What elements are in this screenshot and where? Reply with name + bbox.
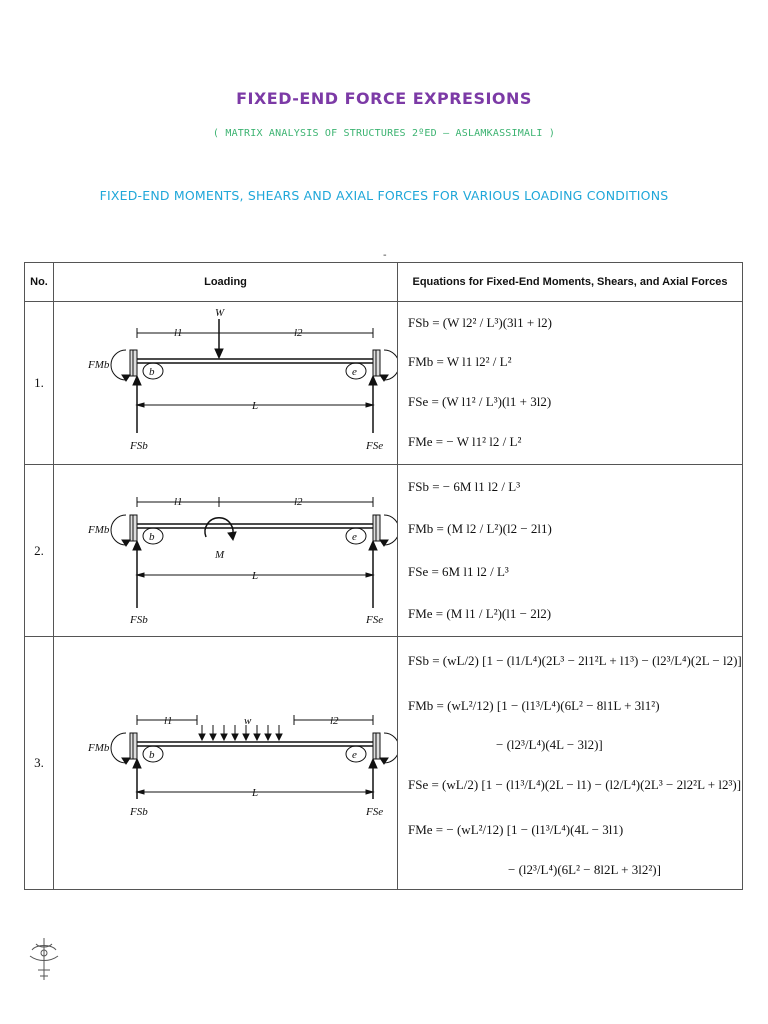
- fse-label: FSe: [366, 440, 384, 452]
- node-b-label: b: [149, 366, 155, 378]
- page-subtitle: ( MATRIX ANALYSIS OF STRUCTURES 2ºED – ASLAMKASSIMALI ): [212, 128, 556, 139]
- loading-diagram-distributed: [54, 637, 397, 889]
- equation-line: FMb = (wL²/12) [1 − (l1³/L⁴)(6L² − 8l1L + 3l1²): [408, 698, 660, 713]
- fmb-label: FMb: [88, 524, 110, 536]
- dim-l2-label: l2: [330, 715, 339, 727]
- equations-cell: [398, 302, 743, 465]
- equation-line: FMe = − W l1² l2 / L²: [408, 434, 522, 449]
- fsb-label: FSb: [130, 440, 148, 452]
- span-label: L: [252, 787, 259, 799]
- row-number: 3.: [25, 637, 54, 890]
- table-header-row: [25, 263, 743, 302]
- load-label: w: [244, 715, 252, 727]
- node-e-label: e: [352, 749, 357, 761]
- table-row: [25, 302, 743, 465]
- fmb-label: FMb: [88, 742, 110, 754]
- equation-line: FSe = 6M l1 l2 / L³: [408, 563, 509, 579]
- node-e-label: e: [352, 366, 357, 378]
- equation-line: − (l2³/L⁴)(4L − 3l2)]: [496, 737, 603, 752]
- decorative-emblem-icon: [26, 936, 62, 982]
- header-no: No.: [25, 263, 54, 302]
- fse-label: FSe: [366, 806, 384, 818]
- equation-line: FMe = − (wL²/12) [1 − (l1³/L⁴)(4L − 3l1): [408, 822, 624, 837]
- span-label: L: [252, 400, 259, 412]
- equation-line: FSe = (W l1² / L³)(l1 + 3l2): [408, 394, 552, 409]
- loading-diagram-point-load: [54, 302, 397, 464]
- table-row: [25, 637, 743, 890]
- equation-line: FSb = (wL/2) [1 − (l1/L⁴)(2L³ − 2l1²L + l1³) − (l2³/L⁴)(2L − l2)]: [408, 653, 742, 668]
- header-equations: Equations for Fixed-End Moments, Shears, and Axial Forces: [398, 263, 743, 302]
- loading-diagram-cell: [54, 465, 398, 637]
- fsb-label: FSb: [130, 614, 148, 626]
- span-label: L: [252, 570, 259, 582]
- load-label: W: [215, 307, 225, 319]
- loading-diagram-couple: [54, 465, 397, 636]
- equation-line: FSb = − 6M l1 l2 / L³: [408, 478, 521, 494]
- node-b-label: b: [149, 531, 155, 543]
- equation-line: − (l2³/L⁴)(6L² − 8l2L + 3l2²)]: [508, 862, 661, 877]
- fse-label: FSe: [366, 614, 384, 626]
- header-loading: Loading: [54, 263, 398, 302]
- loading-diagram-cell: [54, 637, 398, 890]
- equations-cell: [398, 465, 743, 637]
- dim-l1-label: l1: [164, 715, 173, 727]
- equation-line: FMb = (M l2 / L²)(l2 − 2l1): [408, 520, 552, 536]
- row-number: 1.: [25, 302, 54, 465]
- table-row: [25, 465, 743, 637]
- equation-line: FSb = (W l2² / L³)(3l1 + l2): [408, 315, 552, 330]
- node-e-label: e: [352, 531, 357, 543]
- fixed-end-force-table: [24, 262, 743, 890]
- row-number: 2.: [25, 465, 54, 637]
- section-heading: FIXED-END MOMENTS, SHEARS AND AXIAL FORCES FOR VARIOUS LOADING CONDITIONS: [99, 188, 669, 203]
- dash-mark: -: [383, 250, 387, 261]
- equation-line: FSe = (wL/2) [1 − (l1³/L⁴)(2L − l1) − (l2/L⁴)(2L³ − 2l2²L + l2³)]: [408, 777, 742, 792]
- loading-diagram-cell: [54, 302, 398, 465]
- equation-line: FMe = (M l1 / L²)(l1 − 2l2): [408, 605, 552, 621]
- fsb-label: FSb: [130, 806, 148, 818]
- load-label: M: [215, 549, 225, 561]
- node-b-label: b: [149, 749, 155, 761]
- fmb-label: FMb: [88, 359, 110, 371]
- equation-line: FMb = W l1 l2² / L²: [408, 354, 512, 369]
- dim-l1-label: l1: [174, 327, 183, 339]
- page-title: FIXED-END FORCE EXPRESIONS: [236, 89, 532, 108]
- dim-l2-label: l2: [294, 327, 303, 339]
- dim-l1-label: l1: [174, 496, 183, 508]
- equations-cell: [398, 637, 743, 890]
- dim-l2-label: l2: [294, 496, 303, 508]
